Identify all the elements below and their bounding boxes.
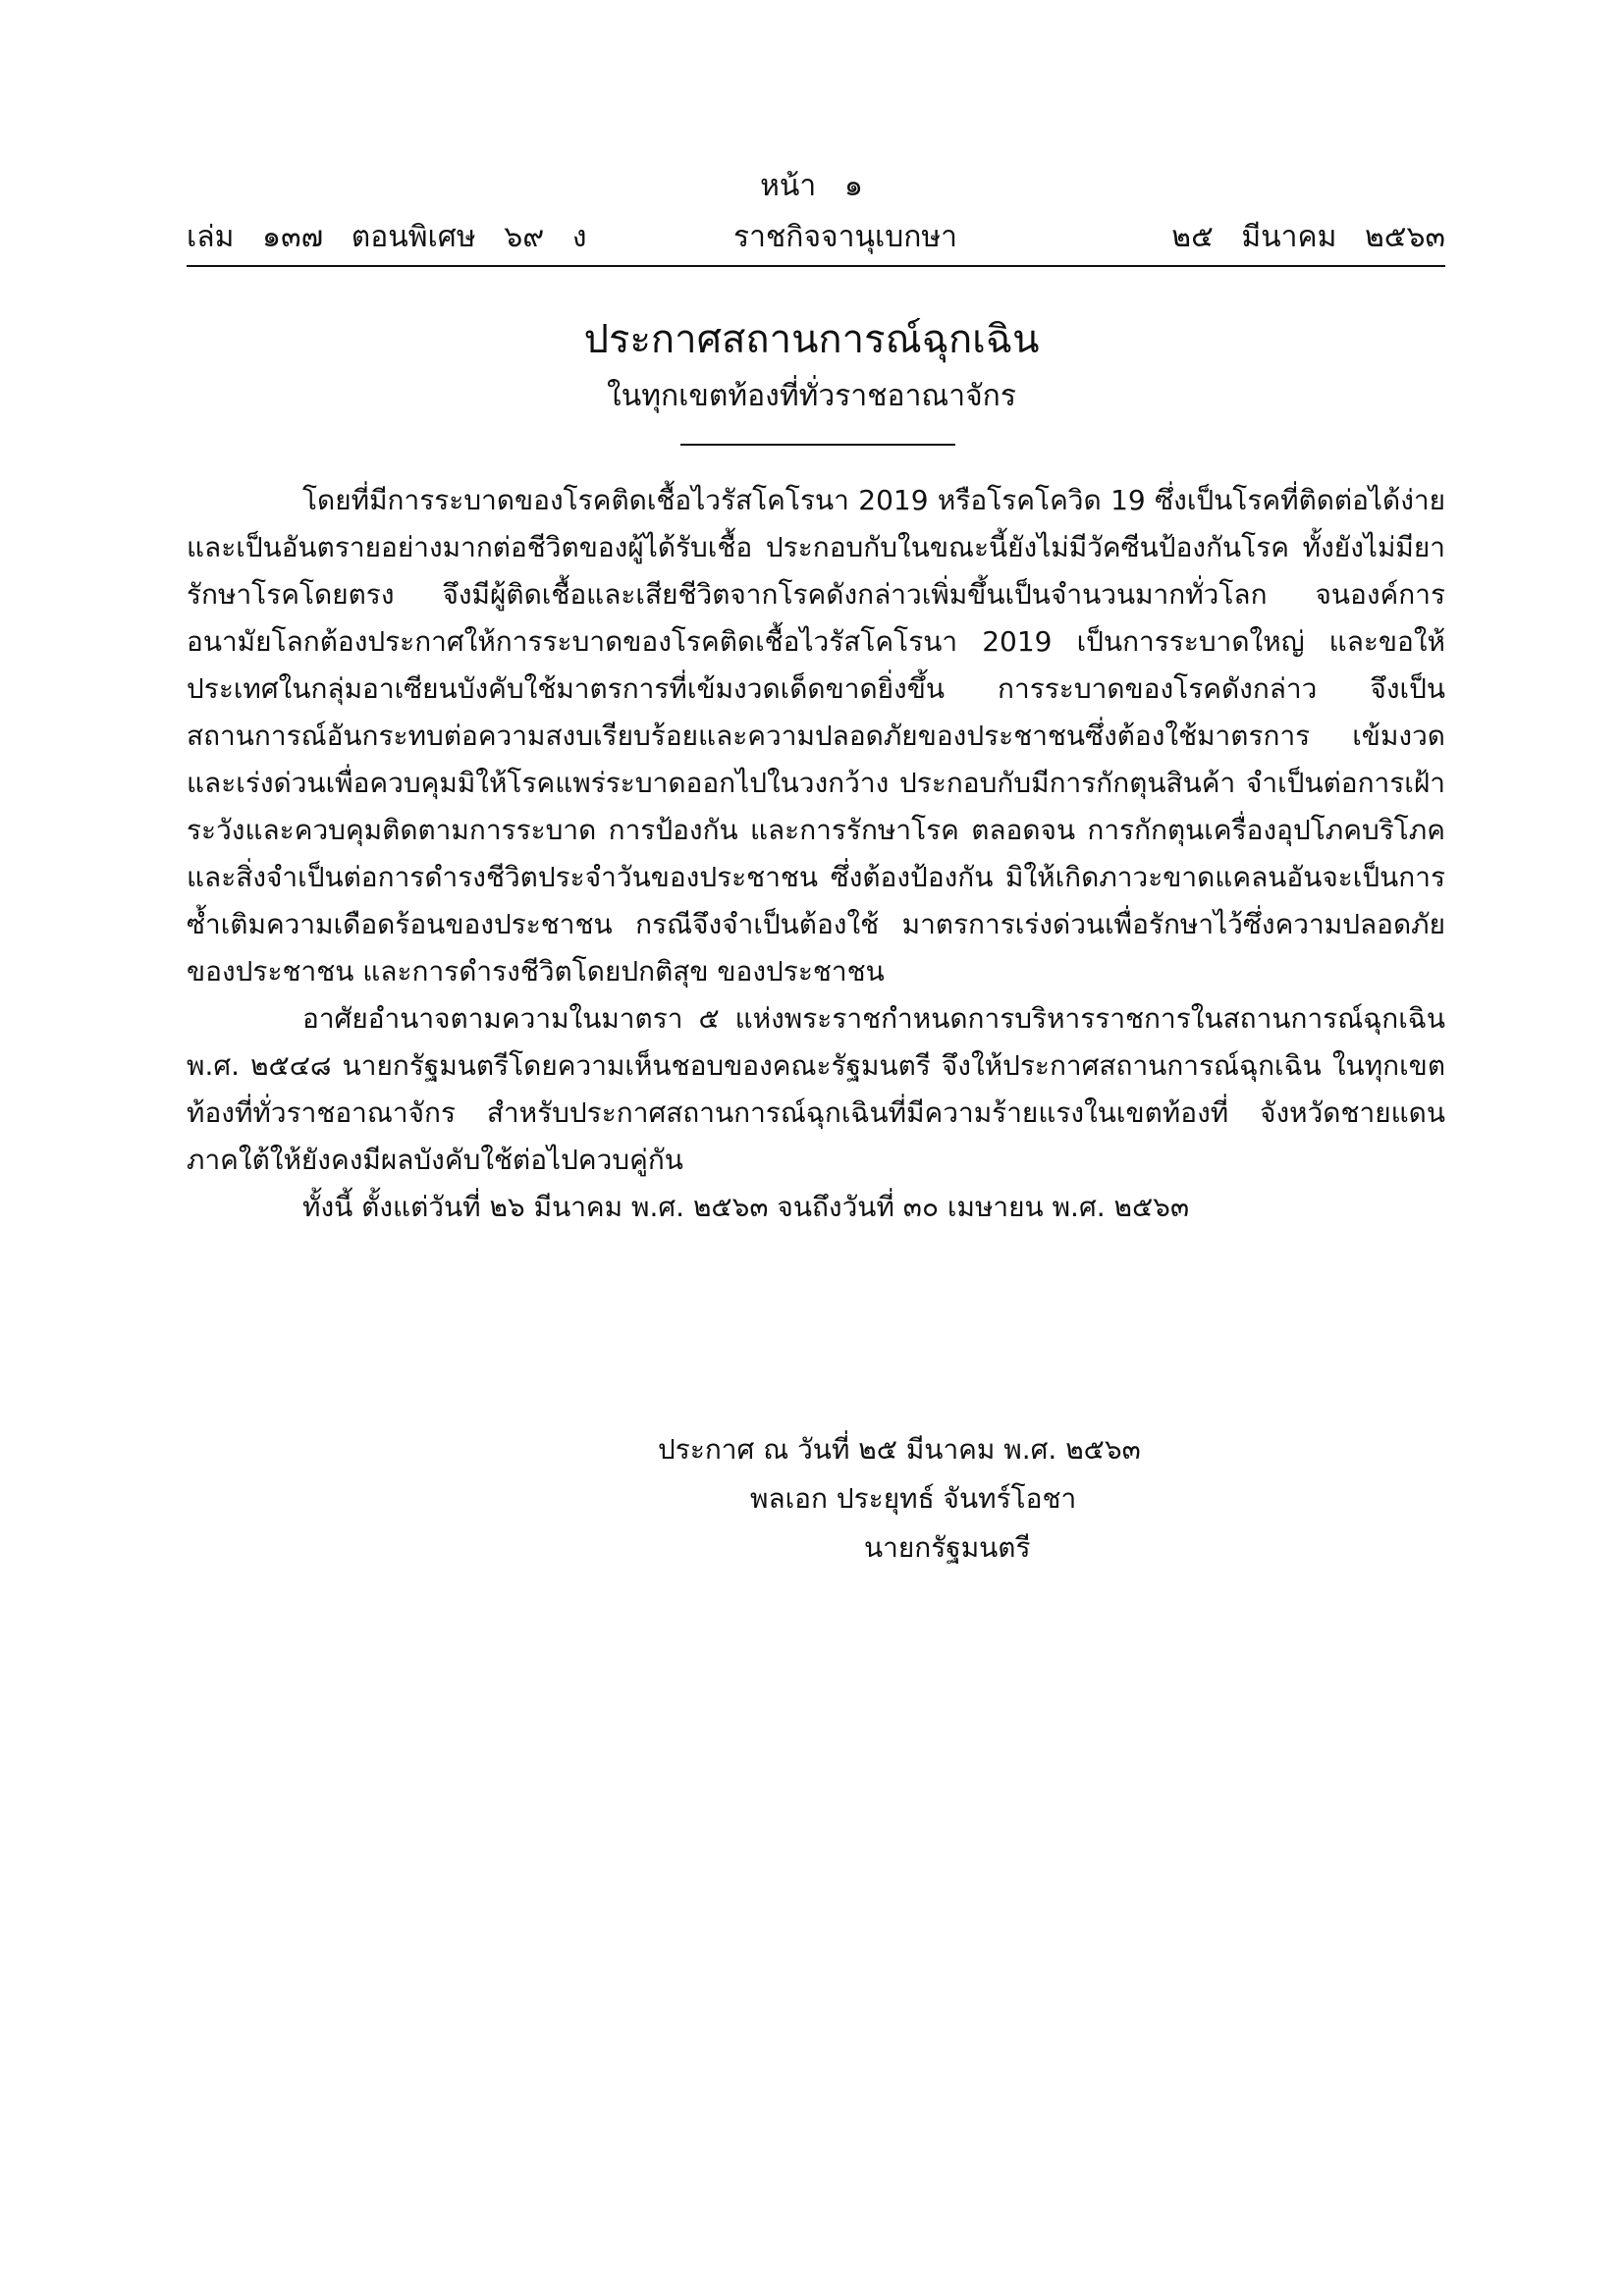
signatory-name: พลเอก ประยุทธ์ จันทร์โอชา [750, 1482, 1077, 1515]
body-paragraph-3: ทั้งนี้ ตั้งแต่วันที่ ๒๖ มีนาคม พ.ศ. ๒๕๖๓ จนถึงวันที่ ๓๐ เมษายน พ.ศ. ๒๕๖๓ [302, 1191, 1190, 1223]
announcement-date: ประกาศ ณ วันที่ ๒๕ มีนาคม พ.ศ. ๒๕๖๓ [658, 1433, 1141, 1466]
page-number: หน้า ๑ [760, 169, 863, 203]
signatory-position: นายกรัฐมนตรี [864, 1531, 1031, 1564]
body-paragraph-1: โดยที่มีการระบาดของโรคติดเชื้อไวรัสโคโรนา 2019 หรือโรคโควิด 19 ซึ่งเป็นโรคที่ติดต่อได้ง่ายและเป็นอันตรายอย่างมากต่อชีวิตของผู้ได้รับเชื้อ ประกอบกับในขณะนี้ยังไม่มีวัคซีนป้องกันโรค ทั้งยังไม่มียารักษาโรคโดยตรง จึงมีผู้ติดเชื้อและเสียชีวิตจากโรคดังกล่าวเพิ่มขึ้นเป็นจำนวนมากทั่วโลก จนองค์การอนามัยโลกต้องประกาศให้การระบาดของโรคติดเชื้อไวรัสโคโรนา 2019 เป็นการระบาดใหญ่ และขอให้ประเทศในกลุ่มอาเซียนบังคับใช้มาตรการที่เข้มงวดเด็ดขาดยิ่งขึ้น การระบาดของโรคดังกล่าว จึงเป็นสถานการณ์อันกระทบต่อความสงบเรียบร้อยและความปลอดภัยของประชาชนซึ่งต้องใช้มาตรการ เข้มงวดและเร่งด่วนเพื่อควบคุมมิให้โรคแพร่ระบาดออกไปในวงกว้าง ประกอบกับมีการกักตุนสินค้า จำเป็นต่อการเฝ้าระวังและควบคุมติดตามการระบาด การป้องกัน และการรักษาโรค ตลอดจน การกักตุนเครื่องอุปโภคบริโภคและสิ่งจำเป็นต่อการดำรงชีวิตประจำวันของประชาชน ซึ่งต้องป้องกัน มิให้เกิดภาวะขาดแคลนอันจะเป็นการซ้ำเติมความเดือดร้อนของประชาชน กรณีจึงจำเป็นต้องใช้ มาตรการเร่งด่วนเพื่อรักษาไว้ซึ่งความปลอดภัยของประชาชน และการดำรงชีวิตโดยปกติสุข ของประชาชน [187, 484, 1445, 988]
gazette-header [187, 216, 1445, 263]
document-title: ประกาศสถานการณ์ฉุกเฉิน [583, 317, 1040, 362]
signature-block [658, 1425, 1345, 1573]
title-divider [680, 444, 955, 446]
gazette-publication-name: ราชกิจจานุเบกษา [732, 220, 958, 254]
document-body [187, 477, 1445, 1231]
gazette-date: ๒๕ มีนาคม ๒๕๖๓ [1171, 220, 1445, 254]
body-paragraph-2: อาศัยอำนาจตามความในมาตรา ๕ แห่งพระราชกำหนดการบริหารราชการในสถานการณ์ฉุกเฉิน พ.ศ. ๒๕๔๘ นายกรัฐมนตรีโดยความเห็นชอบของคณะรัฐมนตรี จึงให้ประกาศสถานการณ์ฉุกเฉิน ในทุกเขตท้องที่ทั่วราชอาณาจักร สำหรับประกาศสถานการณ์ฉุกเฉินที่มีความร้ายแรงในเขตท้องที่ จังหวัดชายแดนภาคใต้ให้ยังคงมีผลบังคับใช้ต่อไปควบคู่กัน [187, 1002, 1445, 1176]
document-subtitle: ในทุกเขตท้องที่ทั่วราชอาณาจักร [607, 379, 1016, 413]
header-divider [187, 265, 1445, 267]
gazette-volume: เล่ม ๑๓๗ ตอนพิเศษ ๖๙ ง [187, 220, 587, 254]
